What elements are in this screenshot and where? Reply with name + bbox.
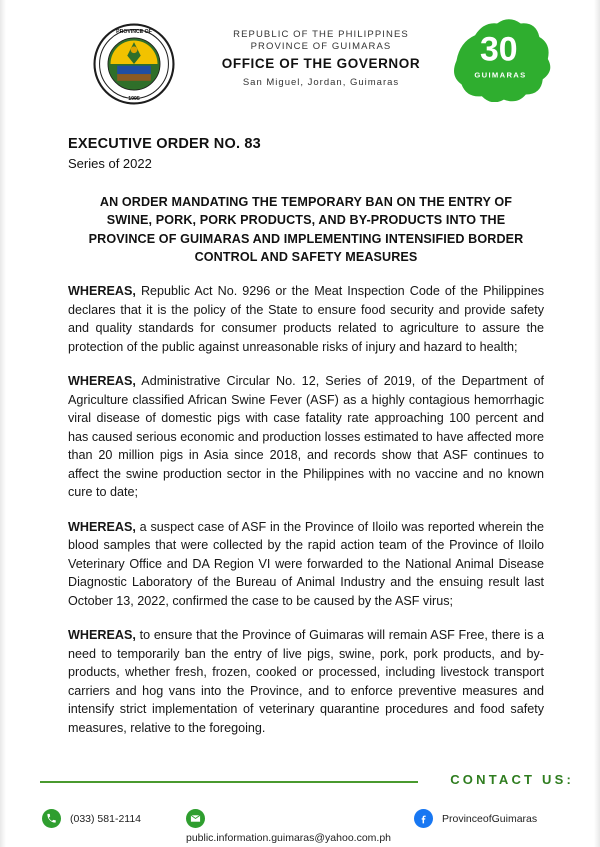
whereas-text-4: to ensure that the Province of Guimaras will remain ASF Free, there is a need to temporarily ban the entry of live pigs, swine, pork, pork products, and by-products, whether fresh, frozen, cooked or processed, including livestock transport carriers and hog vans into the Province, and to enforce preventive measures and intensify strict implementation of veterinary quarantine procedures and food safety measures, relative to the foregoing. [68,628,544,735]
document-body [0,136,600,737]
header-republic-line: REPUBLIC OF THE PHILIPPINES [233,29,409,40]
whereas-paragraph-4 [68,626,544,737]
footer-divider [40,781,418,783]
facebook-page-text: ProvinceofGuimaras [442,812,538,825]
whereas-text-2: Administrative Circular No. 12, Series of 2019, of the Department of Agriculture classified African Swine Fever (ASF) as a highly contagious hemorrhagic viral disease of domestic pigs with case fatality rate approaching 100 percent and has caused serious economic and production losses estimated to have affected more than 20 million pigs in Asia since 2018, and records show that ASF continues to affect the swine production sector in the Philippines with no vaccine and no known cure to date; [68,374,544,499]
whereas-text-3: a suspect case of ASF in the Province of Iloilo was reported wherein the blood samples that were collected by the rapid action team of the Province of Iloilo Veterinary Office and DA Region VI were forwarded to the National Animal Disease Diagnostic Laboratory of the Bureau of Animal Industry and the ensuing result last October 13, 2022, confirmed the case to be caused by the ASF virus; [68,519,544,608]
whereas-paragraph-3 [68,518,544,611]
envelope-icon [186,809,205,828]
document-footer [0,759,600,847]
logo-word-text: GUIMARAS [474,70,527,80]
series-line: Series of 2022 [68,156,152,171]
contact-us-heading: CONTACT US: [450,772,574,787]
header-province-line: PROVINCE OF GUIMARAS [250,40,392,52]
document-header [0,0,600,124]
email-text: public.information.guimaras@yahoo.com.ph [186,832,392,844]
header-office-line: OFFICE OF THE GOVERNOR [221,55,421,71]
whereas-paragraph-1 [68,282,544,356]
whereas-lead-4: WHEREAS, [68,628,136,642]
whereas-lead-3: WHEREAS, [68,519,136,534]
svg-text:1995: 1995 [128,96,140,103]
phone-icon [42,809,61,828]
contact-email[interactable] [186,809,205,828]
provincial-seal-icon [92,22,176,106]
guimaras-30-logo-icon [448,16,558,102]
facebook-icon [414,809,433,828]
phone-number-text: (033) 581-2114 [70,812,142,825]
contact-phone[interactable] [42,809,141,828]
order-title: AN ORDER MANDATING THE TEMPORARY BAN ON THE ENTRY OF SWINE, PORK, PORK PRODUCTS, AND BY-PRODUCTS INTO THE PROVINCE OF GUIMARAS AND IMPLEMENTING INTENSIFIED BORDER CONTROL AND SAFETY MEASURES [88,195,524,264]
page-right-edge [594,0,600,847]
whereas-lead-1: WHEREAS, [68,284,136,298]
logo-number-text: 30 [479,30,518,69]
svg-text:PROVINCE OF: PROVINCE OF [116,28,152,35]
header-address-line: San Miguel, Jordan, Guimaras [242,77,400,89]
whereas-paragraph-2 [68,372,544,502]
page-left-edge [0,0,6,847]
executive-order-number: EXECUTIVE ORDER NO. 83 [68,136,261,152]
whereas-lead-2: WHEREAS, [68,374,136,388]
contact-row [0,807,600,847]
header-text-block [196,30,446,89]
contact-facebook[interactable] [414,809,537,828]
whereas-text-1: Republic Act No. 9296 or the Meat Inspection Code of the Philippines declares that it is the policy of the State to ensure food security and provide safety and quality standards for consumer products related to agriculture to assure the protection of the public against unreasonable risks of injury and hazard to health; [68,284,544,354]
